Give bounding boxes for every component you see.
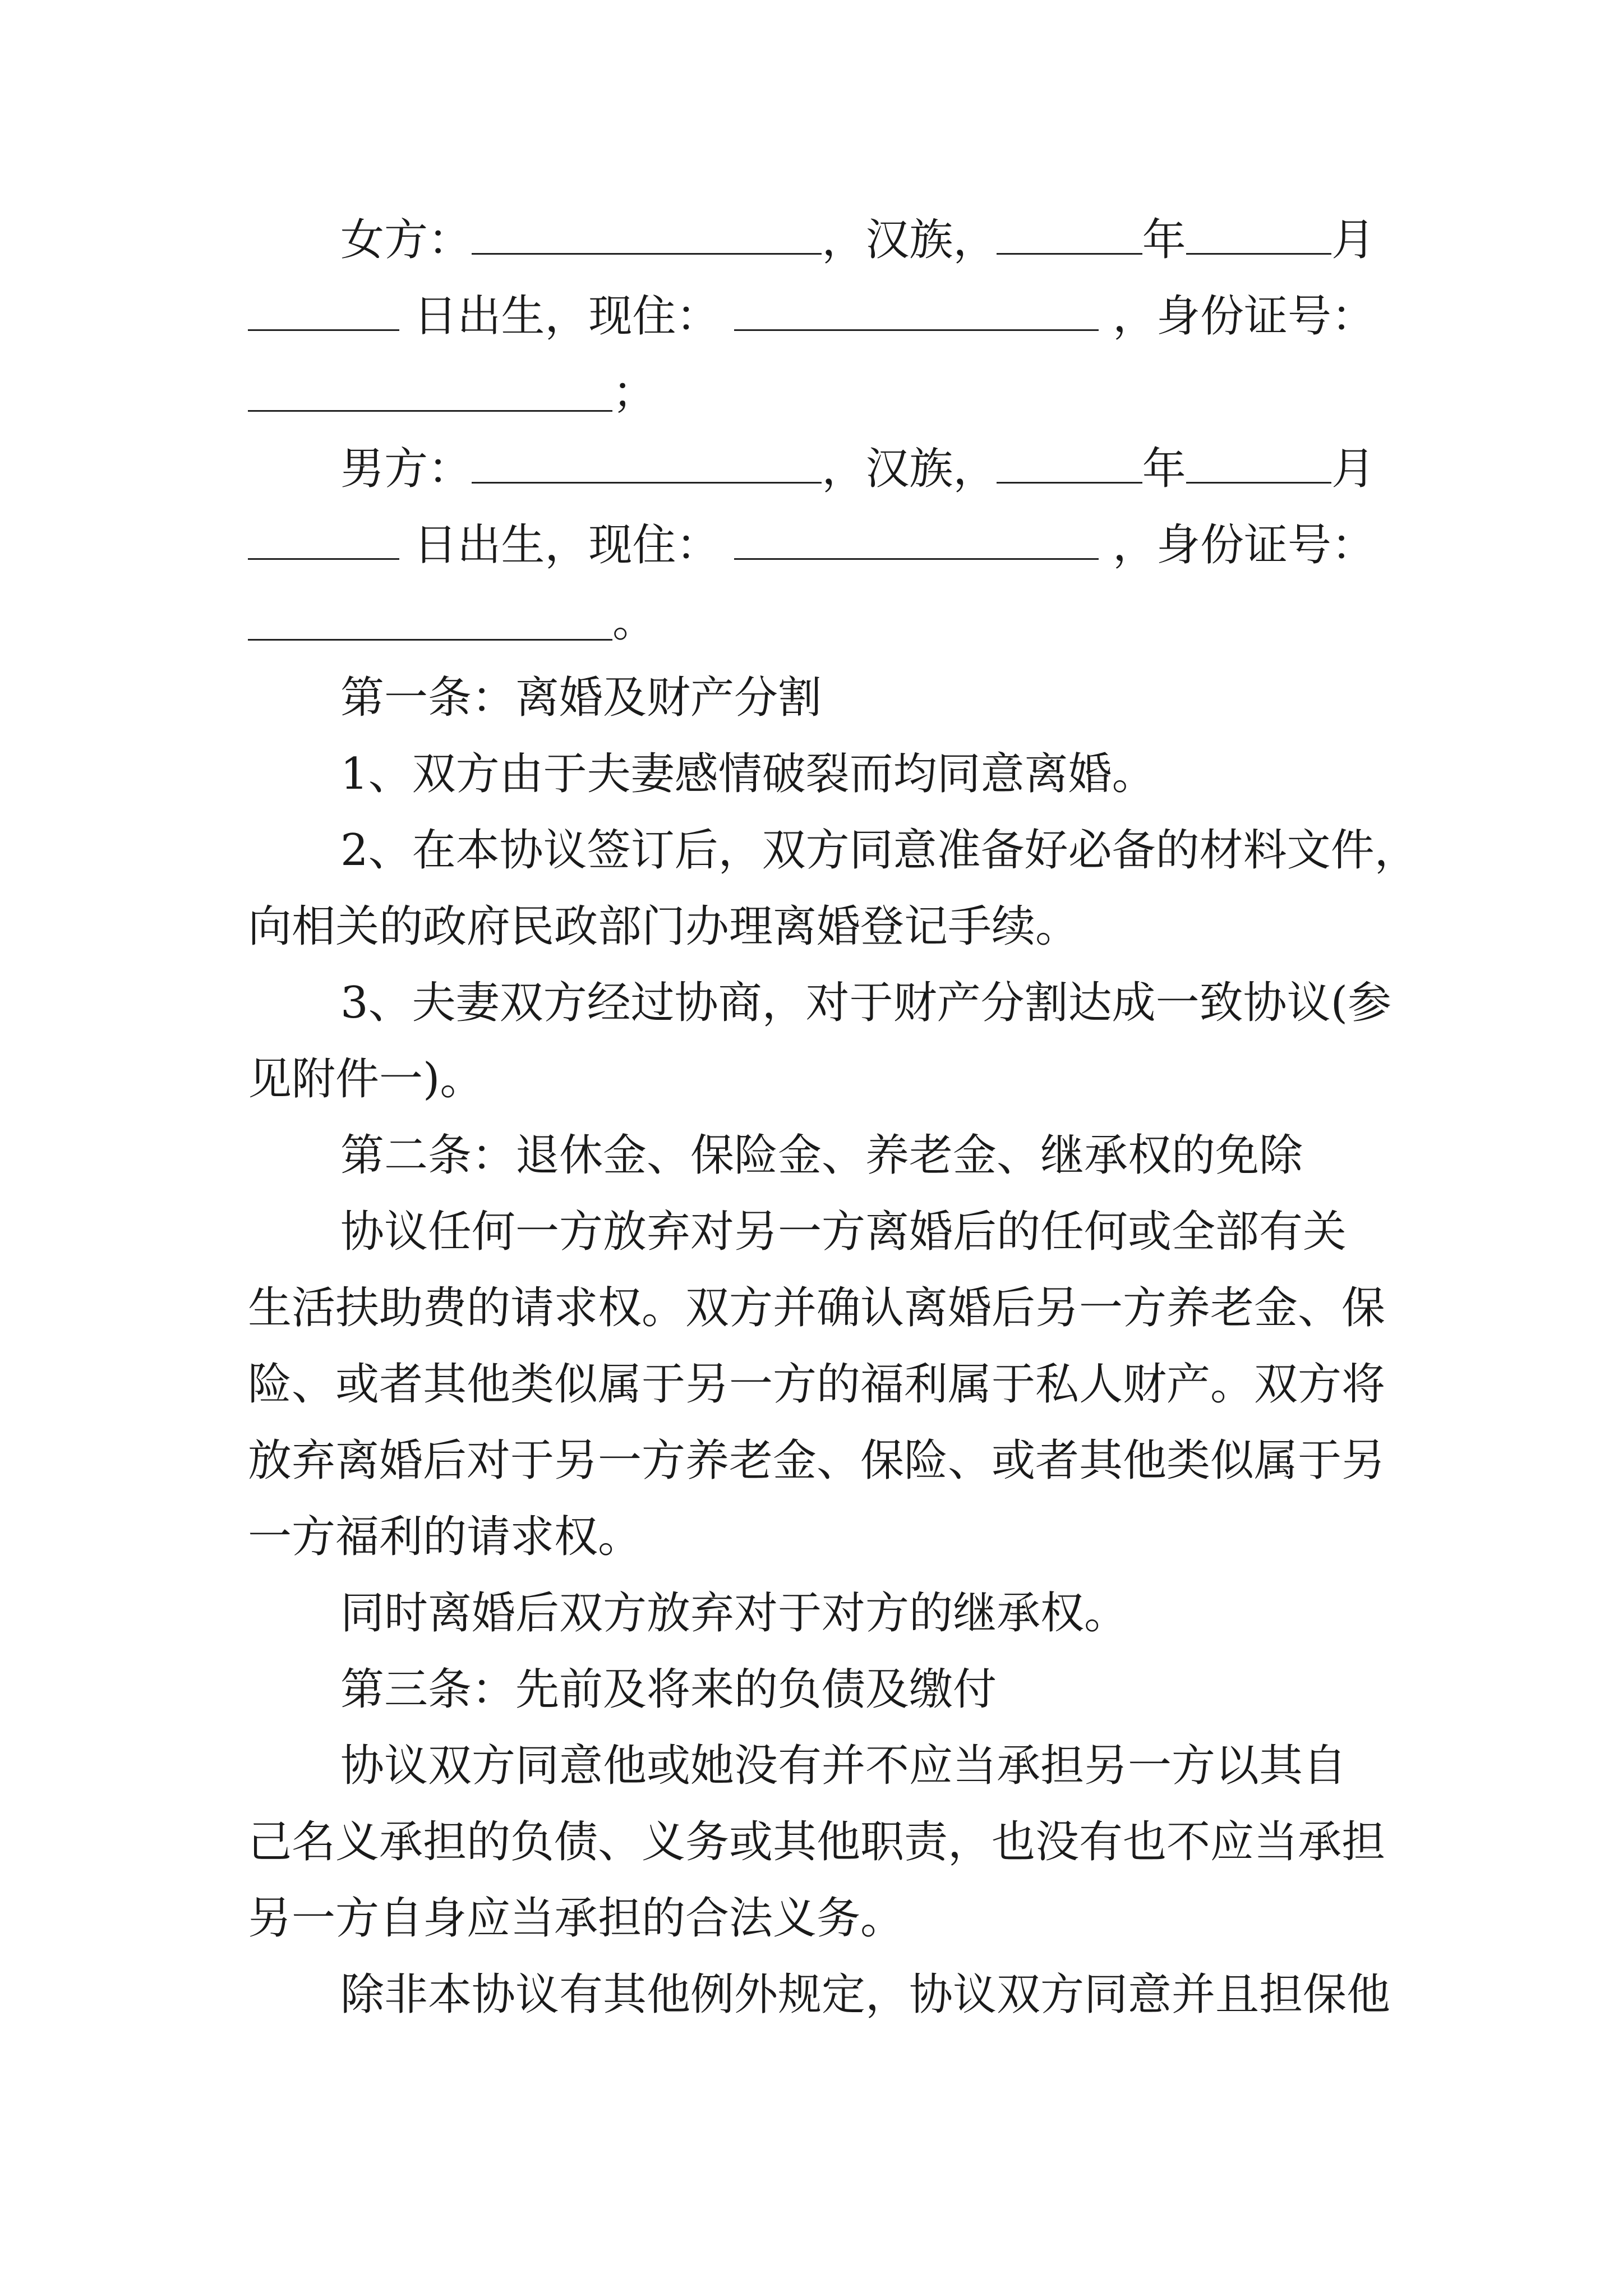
female-party-line-2 [248,278,1375,355]
male-year-label: 年 [1142,444,1186,494]
text-line: 一方福利的请求权。 [248,1512,642,1562]
male-id-blank[interactable] [248,594,612,641]
male-month-label: 月 [1331,444,1376,494]
text-line: 2、在本协议签订后，双方同意准备好必备的材料文件， [340,825,1418,876]
male-birth-year-blank[interactable] [997,437,1142,484]
female-id-label: ，身份证号： [1112,291,1375,342]
document-page [248,202,1418,2033]
text-line: 同时离婚后双方放弃对于对方的继承权。 [340,1588,1128,1639]
male-address-blank[interactable] [734,513,1099,560]
female-end: ； [612,367,657,418]
text-line: 向相关的政府民政部门办理离婚登记手续。 [248,901,1080,952]
text-line: 生活扶助费的请求权。双方并确认离婚后另一方养老金、保 [248,1283,1386,1333]
female-birth-year-blank[interactable] [997,208,1142,255]
text-line: 放弃离婚后对于另一方养老金、保险、或者其他类似属于另 [248,1435,1386,1486]
text-line: 见附件一)。 [248,1054,484,1105]
text-line: 3、夫妻双方经过协商，对于财产分割达成一致协议(参 [340,978,1392,1028]
article-1-heading: 第一条：离婚及财产分割 [340,673,822,723]
female-ethnicity: ，汉族， [822,215,997,265]
male-id-label: ，身份证号： [1112,520,1375,570]
female-name-blank[interactable] [472,208,822,255]
text-line: 另一方自身应当承担的合法义务。 [248,1893,905,1944]
male-birth-day-blank[interactable] [248,513,399,560]
female-birth-month-blank[interactable] [1186,208,1331,255]
male-label: 男方： [340,444,472,494]
female-party-line-1 [248,202,1375,278]
male-name-blank[interactable] [472,437,822,484]
male-born-label: 日出生，现住： [413,520,720,570]
female-year-label: 年 [1142,215,1186,265]
female-party-line-3 [248,355,1375,431]
article-3-heading: 第三条：先前及将来的负债及缴付 [340,1664,997,1715]
male-party-line-2 [248,507,1375,583]
female-address-blank[interactable] [734,284,1099,331]
text-line: 协议双方同意他或她没有并不应当承担另一方以其自 [340,1741,1347,1791]
female-born-label: 日出生，现住： [413,291,720,342]
text-line: 除非本协议有其他例外规定，协议双方同意并且担保他 [340,1970,1391,2020]
text-line: 己名义承担的负债、义务或其他职责，也没有也不应当承担 [248,1817,1386,1867]
female-label: 女方： [340,215,472,265]
male-party-line-1 [248,431,1375,507]
male-end: 。 [612,596,657,647]
male-birth-month-blank[interactable] [1186,437,1331,484]
article-2-heading: 第二条：退休金、保险金、养老金、继承权的免除 [340,1130,1303,1181]
text-line: 险、或者其他类似属于另一方的福利属于私人财产。双方将 [248,1359,1386,1410]
text-line: 协议任何一方放弃对另一方离婚后的任何或全部有关 [340,1207,1347,1257]
female-birth-day-blank[interactable] [248,284,399,331]
text-line: 1、双方由于夫妻感情破裂而均同意离婚。 [340,749,1156,799]
female-month-label: 月 [1331,215,1376,265]
male-ethnicity: ，汉族， [822,444,997,494]
male-party-line-3 [248,583,1375,660]
female-id-blank[interactable] [248,365,612,412]
